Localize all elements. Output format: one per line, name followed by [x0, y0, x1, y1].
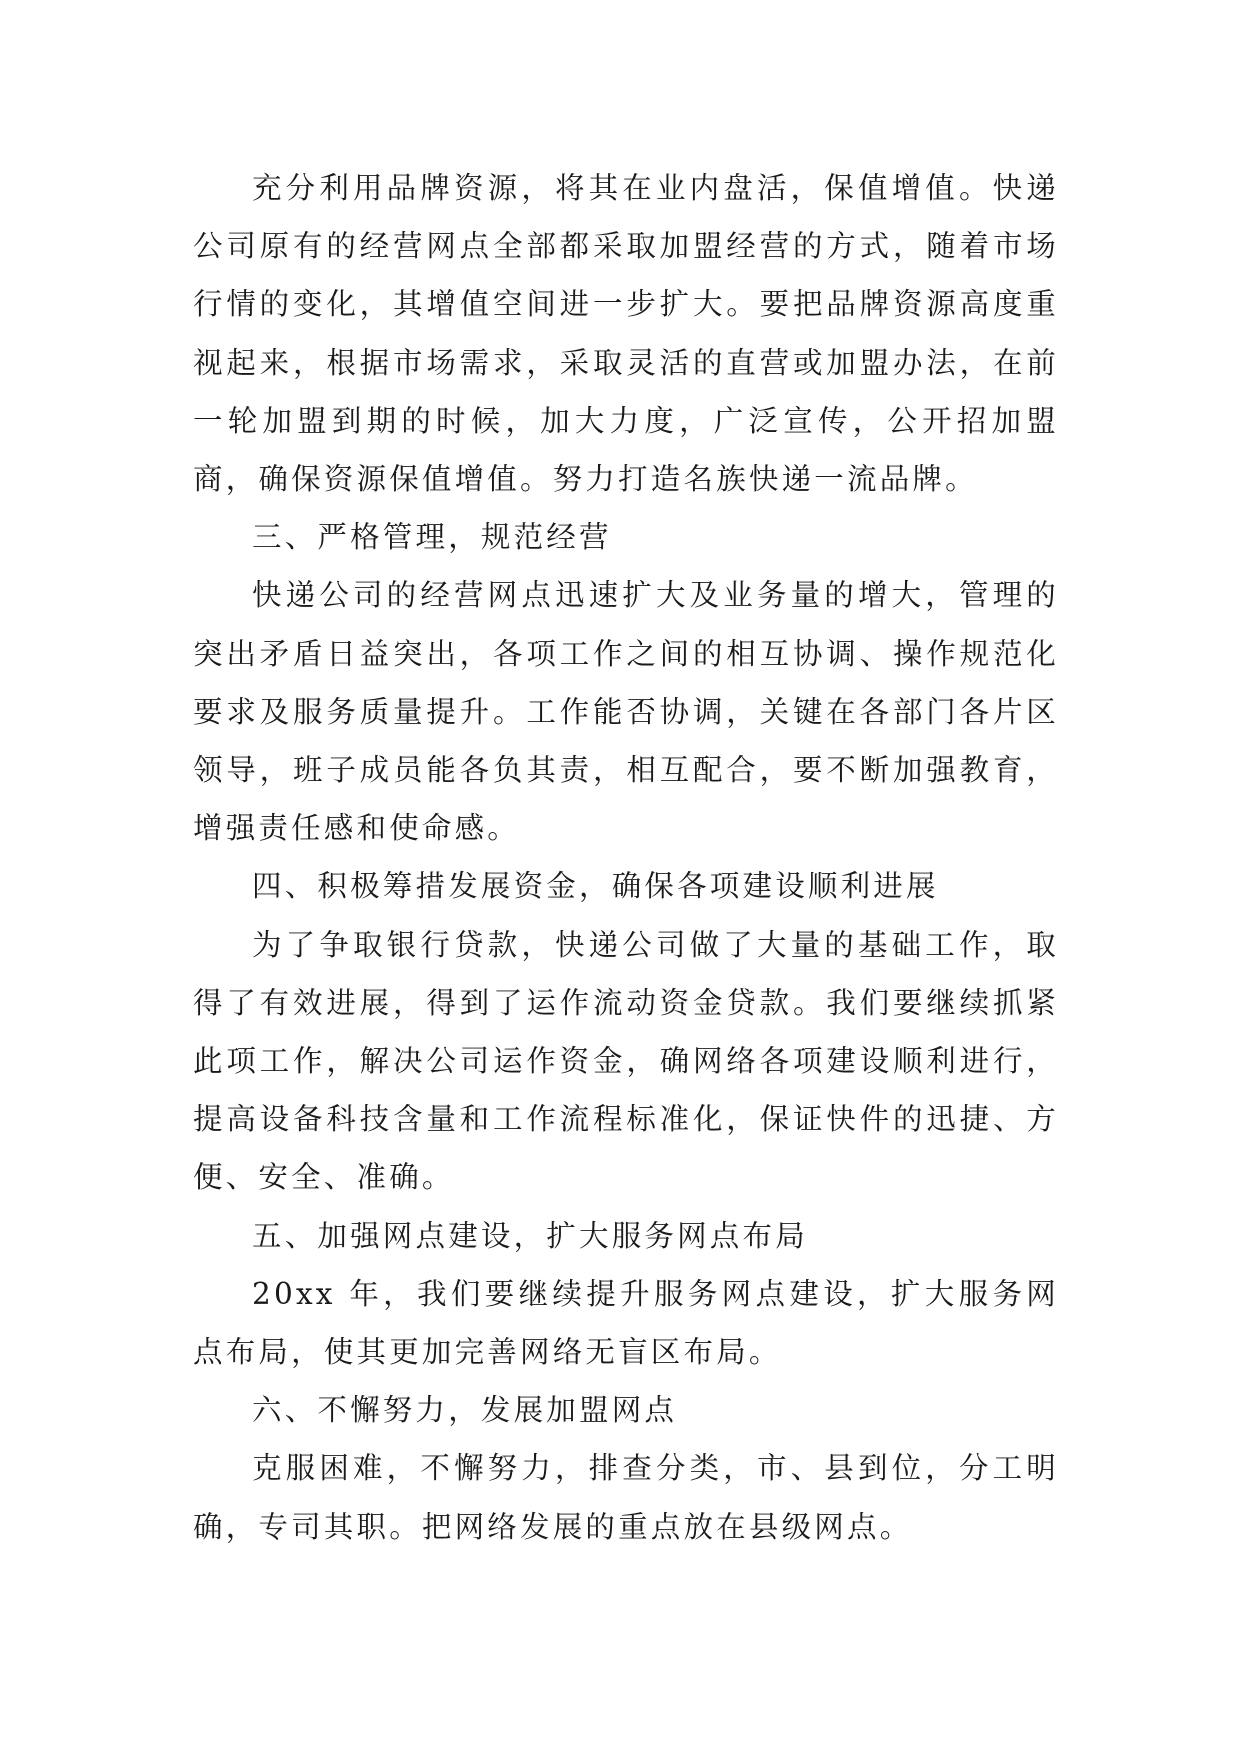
section-heading-6: 六、不懈努力，发展加盟网点: [252, 1393, 678, 1428]
section-heading-3: 三、严格管理，规范经营: [252, 520, 612, 555]
document-body: [193, 159, 1059, 1556]
paragraph-funding: 为了争取银行贷款，快递公司做了大量的基础工作，取得了有效进展，得到了运作流动资金贷款。我们要继续抓紧此项工作，解决公司运作资金，确网络各项建设顺利进行，提高设备科技含量和工作流程标准化，保证快件的迅捷、方便、安全、准确。: [193, 927, 1059, 1195]
paragraph-management: 快递公司的经营网点迅速扩大及业务量的增大，管理的突出矛盾日益突出，各项工作之间的相互协调、操作规范化要求及服务质量提升。工作能否协调，关键在各部门各片区领导，班子成员能各负其责，相互配合，要不断加强教育，增强责任感和使命感。: [193, 578, 1059, 846]
paragraph-network-outlets: 20xx 年，我们要继续提升服务网点建设，扩大服务网点布局，使其更加完善网络无盲区布局。: [193, 1276, 1059, 1370]
section-heading-5: 五、加强网点建设，扩大服务网点布局: [252, 1218, 808, 1253]
paragraph-brand-resources: 充分利用品牌资源，将其在业内盘活，保值增值。快递公司原有的经营网点全部都采取加盟经营的方式，随着市场行情的变化，其增值空间进一步扩大。要把品牌资源高度重视起来，根据市场需求，采取灵活的直营或加盟办法，在前一轮加盟到期的时候，加大力度，广泛宣传，公开招加盟商，确保资源保值增值。努力打造名族快递一流品牌。: [193, 171, 1059, 497]
section-heading-4: 四、积极筹措发展资金，确保各项建设顺利进展: [252, 869, 939, 904]
paragraph-franchise-outlets: 克服困难，不懈努力，排查分类，市、县到位，分工明确，专司其职。把网络发展的重点放在县级网点。: [193, 1451, 1059, 1544]
